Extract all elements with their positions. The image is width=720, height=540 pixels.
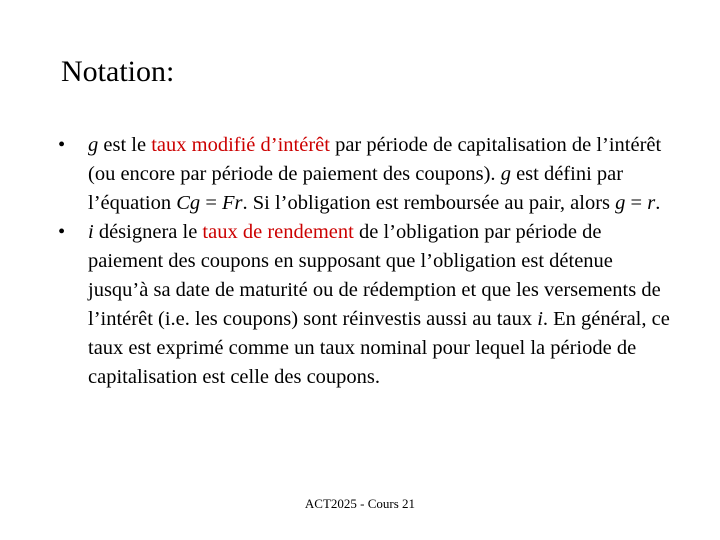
- slide-title: Notation:: [61, 55, 175, 88]
- text-run: désignera le: [93, 221, 203, 243]
- bullet-item: [58, 218, 678, 392]
- text-run: . En général, ce taux est exprimé comme un taux nominal pour lequel la période de capitalisation est celle des coupons.: [88, 308, 670, 388]
- variable-g: g: [500, 163, 511, 185]
- variable-g: g: [615, 192, 626, 214]
- text-run: est défini par l’équation: [88, 163, 624, 214]
- text-run: . Si l’obligation est remboursée au pair, alors: [242, 192, 616, 214]
- variable-i: i: [88, 221, 94, 243]
- bullet-item: [58, 131, 678, 218]
- bullet-text: [88, 134, 661, 214]
- text-run: de l’obligation par période de paiement des coupons en supposant que l’obligation est détenue jusqu’à sa date de maturité ou de rédemption et que les versements de l’intérêt (i.e. les coupons) sont réinvestis aussi au taux: [88, 221, 661, 330]
- term-taux-de-rendement: taux de rendement: [202, 221, 354, 243]
- text-run: .: [655, 192, 661, 214]
- text-run: par période de capitalisation de l’intérêt (ou encore par période de paiement des coupons).: [88, 134, 662, 185]
- variable-r: r: [647, 192, 656, 214]
- variable-fr: Fr: [222, 192, 243, 214]
- slide-footer: ACT2025 - Cours 21: [304, 496, 416, 511]
- text-run: =: [200, 192, 222, 214]
- text-run: =: [625, 192, 648, 214]
- bullet-list: [58, 131, 678, 392]
- variable-cg: Cg: [176, 192, 201, 214]
- bullet-icon: •: [58, 221, 66, 243]
- variable-i: i: [537, 308, 543, 330]
- bullet-icon: •: [58, 134, 66, 156]
- variable-g: g: [88, 134, 99, 156]
- term-taux-modifie: taux modifié d’intérêt: [151, 134, 330, 156]
- text-run: est le: [98, 134, 152, 156]
- bullet-text: [88, 221, 670, 388]
